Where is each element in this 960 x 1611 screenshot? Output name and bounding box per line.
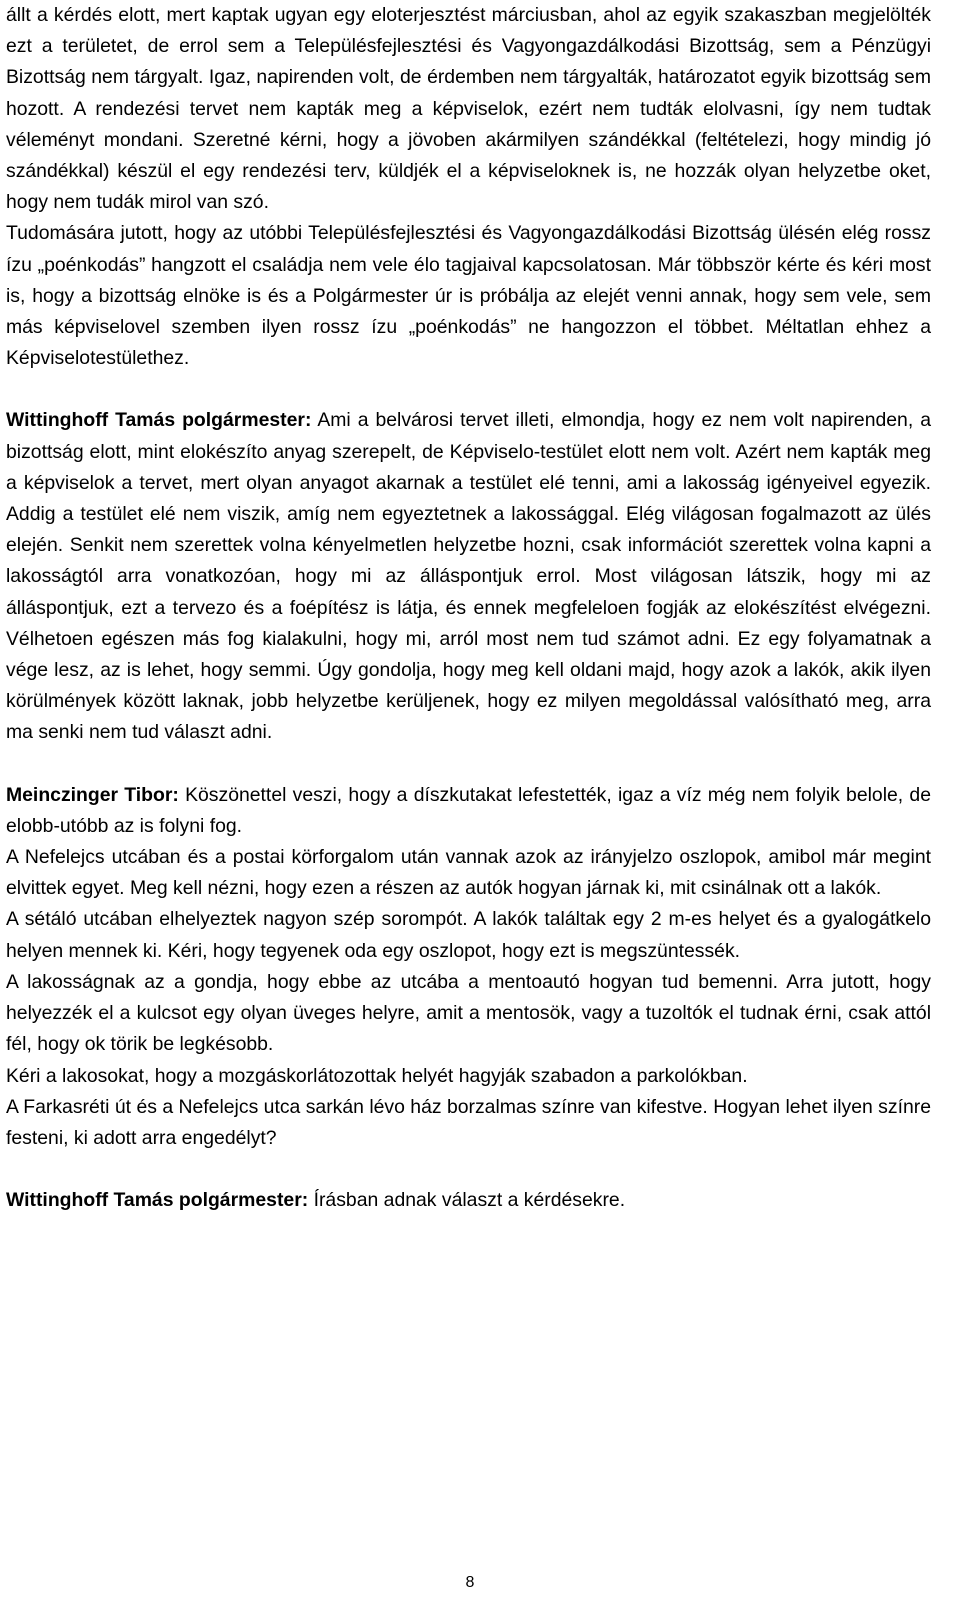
paragraph-text: A lakosságnak az a gondja, hogy ebbe az utcába a mentoautó hogyan tud bemenni. Arra jutott, hogy helyezzék el a kulcsot egy olyan üveges helyre, amit a mentosök, vagy a tuzoltók el tudnak érni, csak attól fél, hogy ok törik be legkésobb. [6, 970, 931, 1056]
paragraph-text: Köszönettel veszi, hogy a díszkutakat lefestették, igaz a víz még nem folyik belole, de elobb-utóbb az is folyni fog. [6, 783, 931, 837]
paragraph-text: Ami a belvárosi tervet illeti, elmondja, hogy ez nem volt napirenden, a bizottság elott, mint elokészíto anyag szerepelt, de Képviselo-testület elott nem volt. Azért nem kapták meg a képviselok a tervet, mert olyan anyagot akarnak a testület elé tenni, ami a lakosság igényeivel egyezik. Addig a testület elé nem viszik, amíg nem egyeztetnek a lakossággal. Elég világosan fogalmazott az ülés elején. Senkit nem szerettek volna kényelmetlen helyzetbe hozni, csak információt szerettek volna kapni a lakosságtól arra vonatkozóan, hogy mi az álláspontjuk errol. Most világosan látszik, hogy mi az álláspontjuk, ezt a tervezo és a foépítész is látja, és ennek megfeleloen fogják az elokészítést elvégezni. Vélhetoen egészen más fog kialakulni, hogy mi, arról most nem tud számot adni. Ez egy folyamatnak a vége lesz, az is lehet, hogy semmi. Úgy gondolja, hogy meg kell oldani majd, hogy azok a lakók, akik ilyen körülmények között laknak, jobb helyzetbe kerüljenek, hogy ez milyen megoldással valósítható meg, arra ma senki nem tud választ adni. [6, 409, 931, 744]
speaker-name: Meinczinger Tibor: [6, 783, 179, 806]
paragraph-gap [6, 1154, 931, 1185]
speaker-name: Wittinghoff Tamás polgármester: [6, 1189, 309, 1212]
paragraph-meinczinger [6, 780, 931, 842]
paragraph-gap [6, 374, 931, 405]
paragraph-text: A Nefelejcs utcában és a postai körforgalom után vannak azok az irányjelzo oszlopok, amibol már megint elvittek egyet. Meg kell nézni, hogy ezen a részen az autók hogyan járnak ki, mit csinálnak ott a lakók. [6, 846, 931, 900]
paragraph-text: Írásban adnak választ a kérdésekre. [308, 1189, 626, 1212]
paragraph-setalo-utca [6, 904, 931, 966]
paragraph-rendezesi-terv [6, 0, 931, 218]
paragraph-text: Tudomására jutott, hogy az utóbbi Településfejlesztési és Vagyongazdálkodási Bizottság ülésén elég rossz ízu „poénkodás” hangzott el családja nem vele élo tagjaival kapcsolatosan. Már többször kérte és kéri most is, hogy a bizottság elnöke is és a Polgármester úr is próbálja az elejét venni annak, hogy sem vele, sem más képviselovel szemben ilyen rossz ízu „poénkodás” ne hangozzon el többet. Méltatlan ehhez a Képviselotestülethez. [6, 222, 931, 370]
paragraph-text: állt a kérdés elott, mert kaptak ugyan egy eloterjesztést márciusban, ahol az egyik szakaszban megjelölték ezt a területet, de errol sem a Településfejlesztési és Vagyongazdálkodási Bizottság, sem a Pénzügyi Bizottság nem tárgyalt. Igaz, napirenden volt, de érdemben nem tárgyalták, határozatot egyik bizottság sem hozott. A rendezési tervet nem kapták meg a képviselok, ezért nem tudták elolvasni, így nem tudtak véleményt mondani. Szeretné kérni, hogy a jövoben akármilyen szándékkal (feltételezi, hogy mindig jó szándékkal) készül el egy rendezési terv, küldjék el a képviseloknek is, ne hozzák olyan helyzetbe oket, hogy nem tudák mirol van szó. [6, 4, 931, 214]
paragraph-text: A sétáló utcában elhelyeztek nagyon szép sorompót. A lakók találtak egy 2 m-es helyet és a gyalogátkelo helyen mennek ki. Kéri, hogy tegyenek oda egy oszlopot, hogy ezt is megszüntessék. [6, 908, 931, 962]
paragraph-poenkodas [6, 218, 931, 374]
paragraph-text: Kéri a lakosokat, hogy a mozgáskorlátozottak helyét hagyják szabadon a parkolókban. [6, 1064, 748, 1087]
paragraph-wittinghoff-1 [6, 405, 931, 748]
paragraph-text: A Farkasréti út és a Nefelejcs utca sarkán lévo ház borzalmas színre van kifestve. Hogyan lehet ilyen színre festeni, ki adott arra engedélyt? [6, 1095, 931, 1149]
paragraph-parkolok [6, 1061, 931, 1092]
page-number: 8 [465, 1574, 475, 1591]
document-page [6, 0, 931, 1216]
paragraph-farkasreti [6, 1092, 931, 1154]
paragraph-mentoauto [6, 967, 931, 1061]
paragraph-nefelejcs [6, 842, 931, 904]
paragraph-gap [6, 749, 931, 780]
paragraph-wittinghoff-2 [6, 1185, 931, 1216]
speaker-name: Wittinghoff Tamás polgármester: [6, 409, 312, 432]
